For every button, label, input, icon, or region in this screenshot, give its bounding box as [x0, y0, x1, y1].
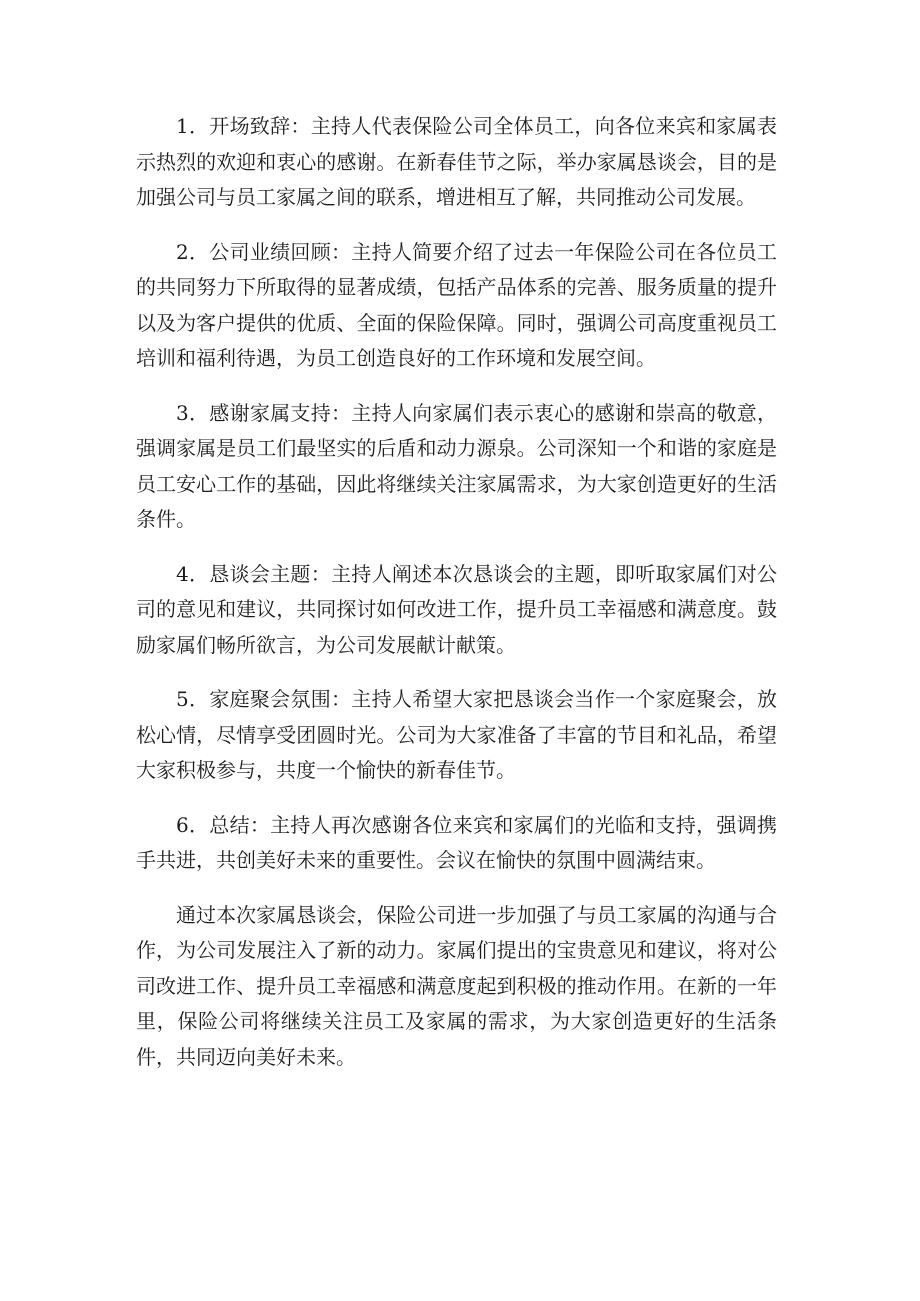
paragraph-opening-speech: 1．开场致辞：主持人代表保险公司全体员工，向各位来宾和家属表示热烈的欢迎和衷心的感谢。在新春佳节之际，举办家属恳谈会，目的是加强公司与员工家属之间的联系，增进相互了解，共同推动公司发展。 [136, 114, 777, 209]
paragraph-summary: 6．总结：主持人再次感谢各位来宾和家属们的光临和支持，强调携手共进，共创美好未来的重要性。会议在愉快的氛围中圆满结束。 [136, 812, 777, 872]
paragraph-conclusion: 通过本次家属恳谈会，保险公司进一步加强了与员工家属的沟通与合作，为公司发展注入了新的动力。家属们提出的宝贵意见和建议，将对公司改进工作、提升员工幸福感和满意度起到积极的推动作用。在新的一年里，保险公司将继续关注员工及家属的需求，为大家创造更好的生活条件，共同迈向美好未来。 [136, 902, 777, 1069]
paragraph-meeting-theme: 4．恳谈会主题：主持人阐述本次恳谈会的主题，即听取家属们对公司的意见和建议，共同探讨如何改进工作，提升员工幸福感和满意度。鼓励家属们畅所欲言，为公司发展献计献策。 [136, 561, 777, 657]
document-body [136, 109, 777, 1075]
paragraph-family-gathering: 5．家庭聚会氛围：主持人希望大家把恳谈会当作一个家庭聚会，放松心情，尽情享受团圆时光。公司为大家准备了丰富的节目和礼品，希望大家积极参与，共度一个愉快的新春佳节。 [136, 687, 777, 782]
paragraph-performance-review: 2．公司业绩回顾：主持人简要介绍了过去一年保险公司在各位员工的共同努力下所取得的显著成绩，包括产品体系的完善、服务质量的提升以及为客户提供的优质、全面的保险保障。同时，强调公司高度重视员工培训和福利待遇，为员工创造良好的工作环境和发展空间。 [136, 239, 777, 370]
paragraph-family-thanks: 3．感谢家属支持：主持人向家属们表示衷心的感谢和崇高的敬意，强调家属是员工们最坚实的后盾和动力源泉。公司深知一个和谐的家庭是员工安心工作的基础，因此将继续关注家属需求，为大家创造更好的生活条件。 [136, 400, 777, 531]
